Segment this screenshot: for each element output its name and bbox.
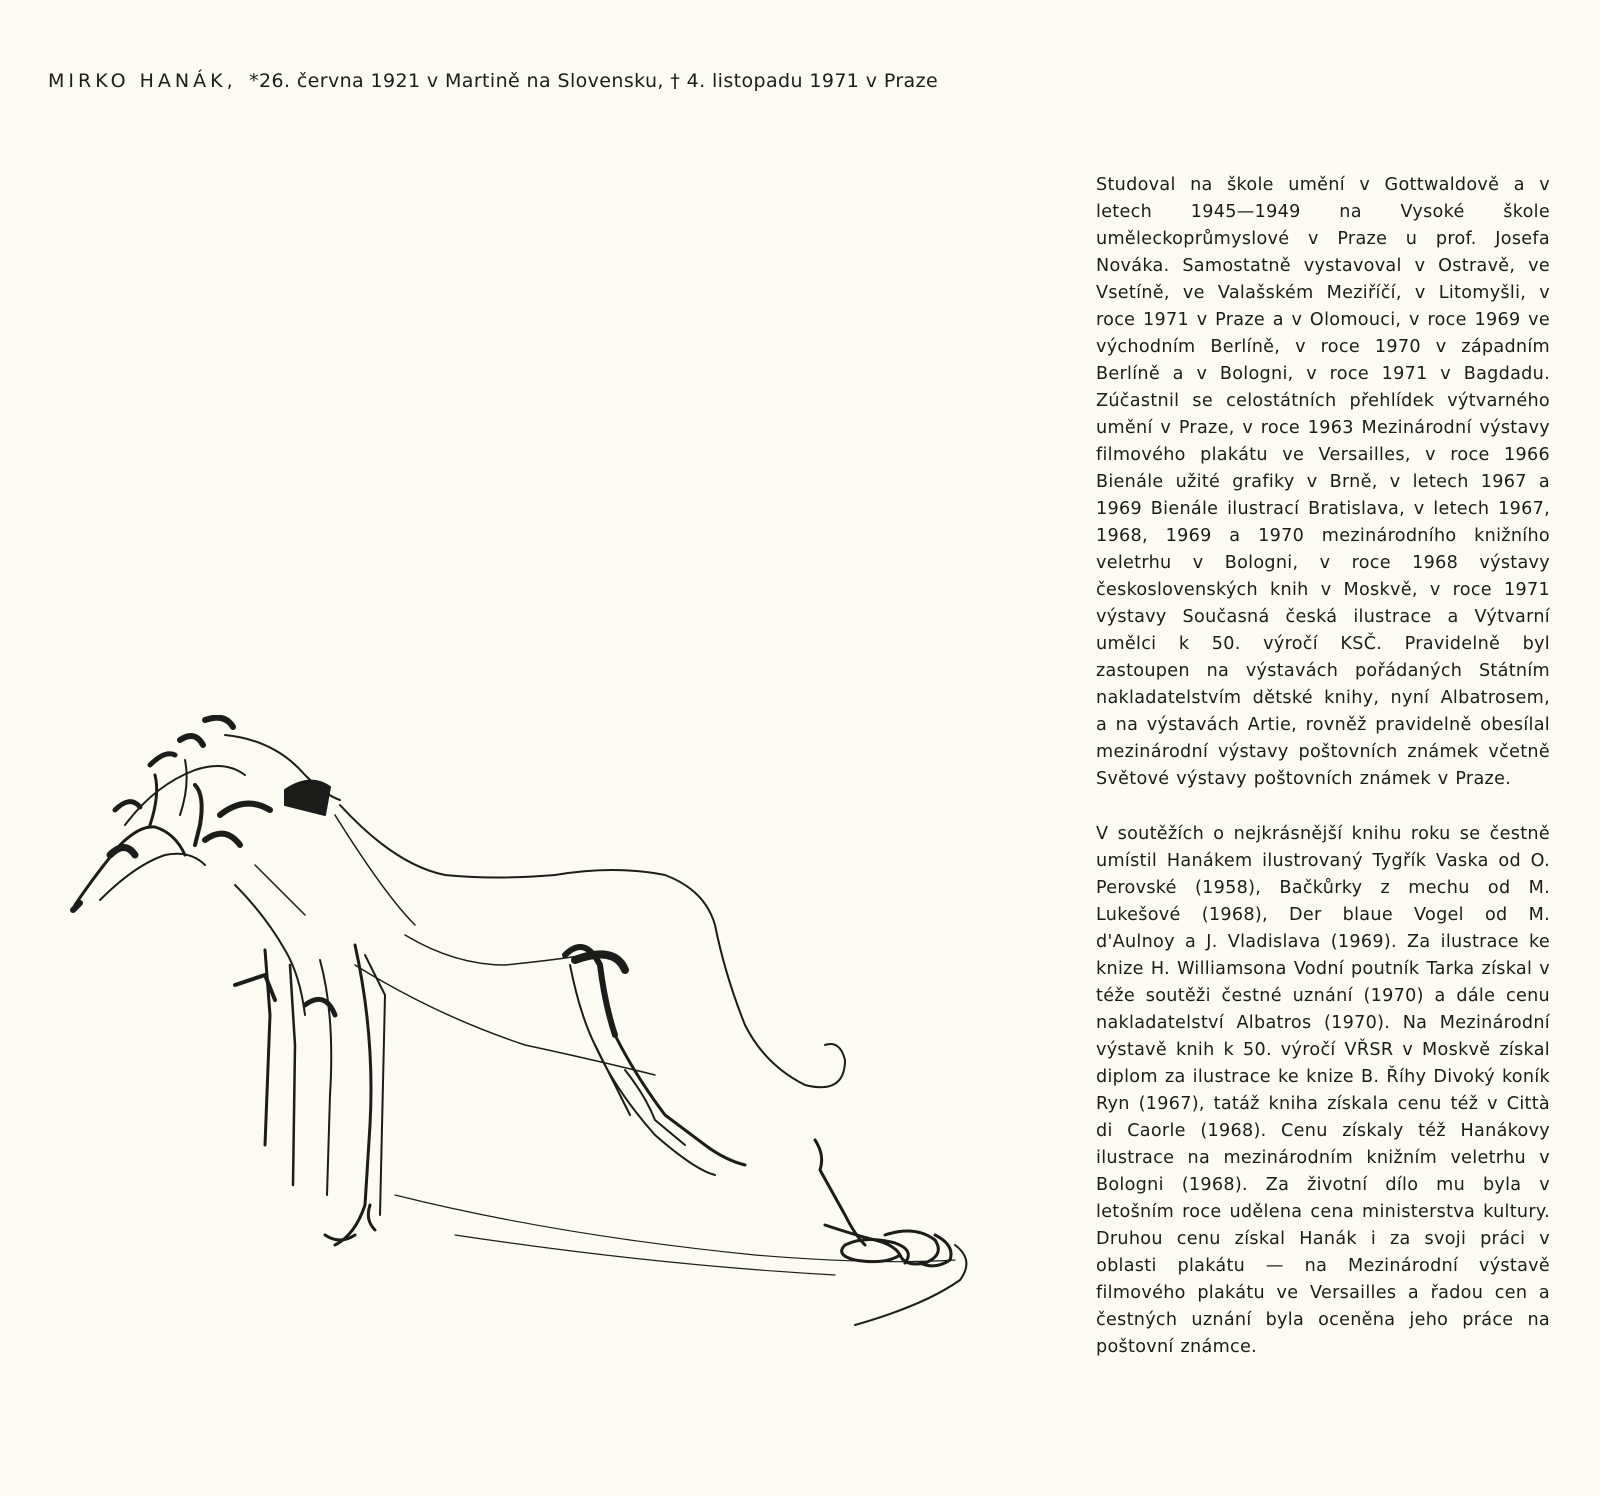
life-dates: *26. června 1921 v Martině na Slovensku, † 4. listopadu 1971 v Praze bbox=[249, 70, 939, 92]
biography-text bbox=[1096, 172, 1550, 1389]
biography-paragraph-1: Studoval na škole umění v Gottwaldově a v letech 1945—1949 na Vysoké škole uměleckoprůmyslové v Praze u prof. Josefa Nováka. Samostatně vystavoval v Ostravě, ve Vsetíně, ve Valašském Meziříčí, v Litomyšli, v roce 1971 v Praze a v Olomouci, v roce 1969 ve východním Berlíně, v roce 1970 v západním Berlíně a v Bologni, v roce 1971 v Bagdadu. Zúčastnil se celostátních přehlídek výtvarného umění v Praze, v roce 1963 Mezinárodní výstavy filmového plakátu ve Versailles, v roce 1966 Bienále užité grafiky v Brně, v letech 1967 a 1969 Bienále ilustrací Bratislava, v letech 1967, 1968, 1969 a 1970 mezinárodního knižního veletrhu v Bologni, v roce 1968 výstavy československých knih v Moskvě, v roce 1971 výstavy Současná česká ilustrace a Výtvarní umělci k 50. výročí KSČ. Pravidelně byl zastoupen na výstavách pořádaných Státním nakladatelstvím dětské knihy, nyní Albatrosem, a na výstavách Artie, rovněž pravidelně obesílal mezinárodní výstavy poštovních známek včetně Světové výstavy poštovních známek v Praze. bbox=[1096, 175, 1550, 789]
page-header bbox=[48, 70, 938, 92]
greyhound-ink-drawing-icon bbox=[55, 715, 1015, 1375]
artist-name: MIRKO HANÁK, bbox=[48, 70, 237, 92]
biography-paragraph-2: V soutěžích o nejkrásnější knihu roku se čestně umístil Hanákem ilustrovaný Tygřík Vaska od O. Perovské (1958), Bačkůrky z mechu od M. Lukešové (1968), Der blaue Vogel od M. d'Aulnoy a J. Vladislava (1969). Za ilustrace ke knize H. Williamsona Vodní poutník Tarka získal v téže soutěži čestné uznání (1970) a dále cenu nakladatelství Albatros (1970). Na Mezinárodní výstavě knih k 50. výročí VŘSR v Moskvě získal diplom za ilustrace ke knize B. Říhy Divoký koník Ryn (1967), tatáž kniha získala cenu též v Città di Caorle (1968). Cenu získaly též Hanákovy ilustrace na mezinárodním knižním veletrhu v Bologni (1968). Za životní dílo mu byla v letošním roce udělena cena ministerstva kultury. Druhou cenu získal Hanák i za svoji práci v oblasti plakátu — na Mezinárodní výstavě filmového plakátu ve Versailles a řadou cen a čestných uznání byla oceněna jeho práce na poštovní známce. bbox=[1096, 824, 1550, 1357]
